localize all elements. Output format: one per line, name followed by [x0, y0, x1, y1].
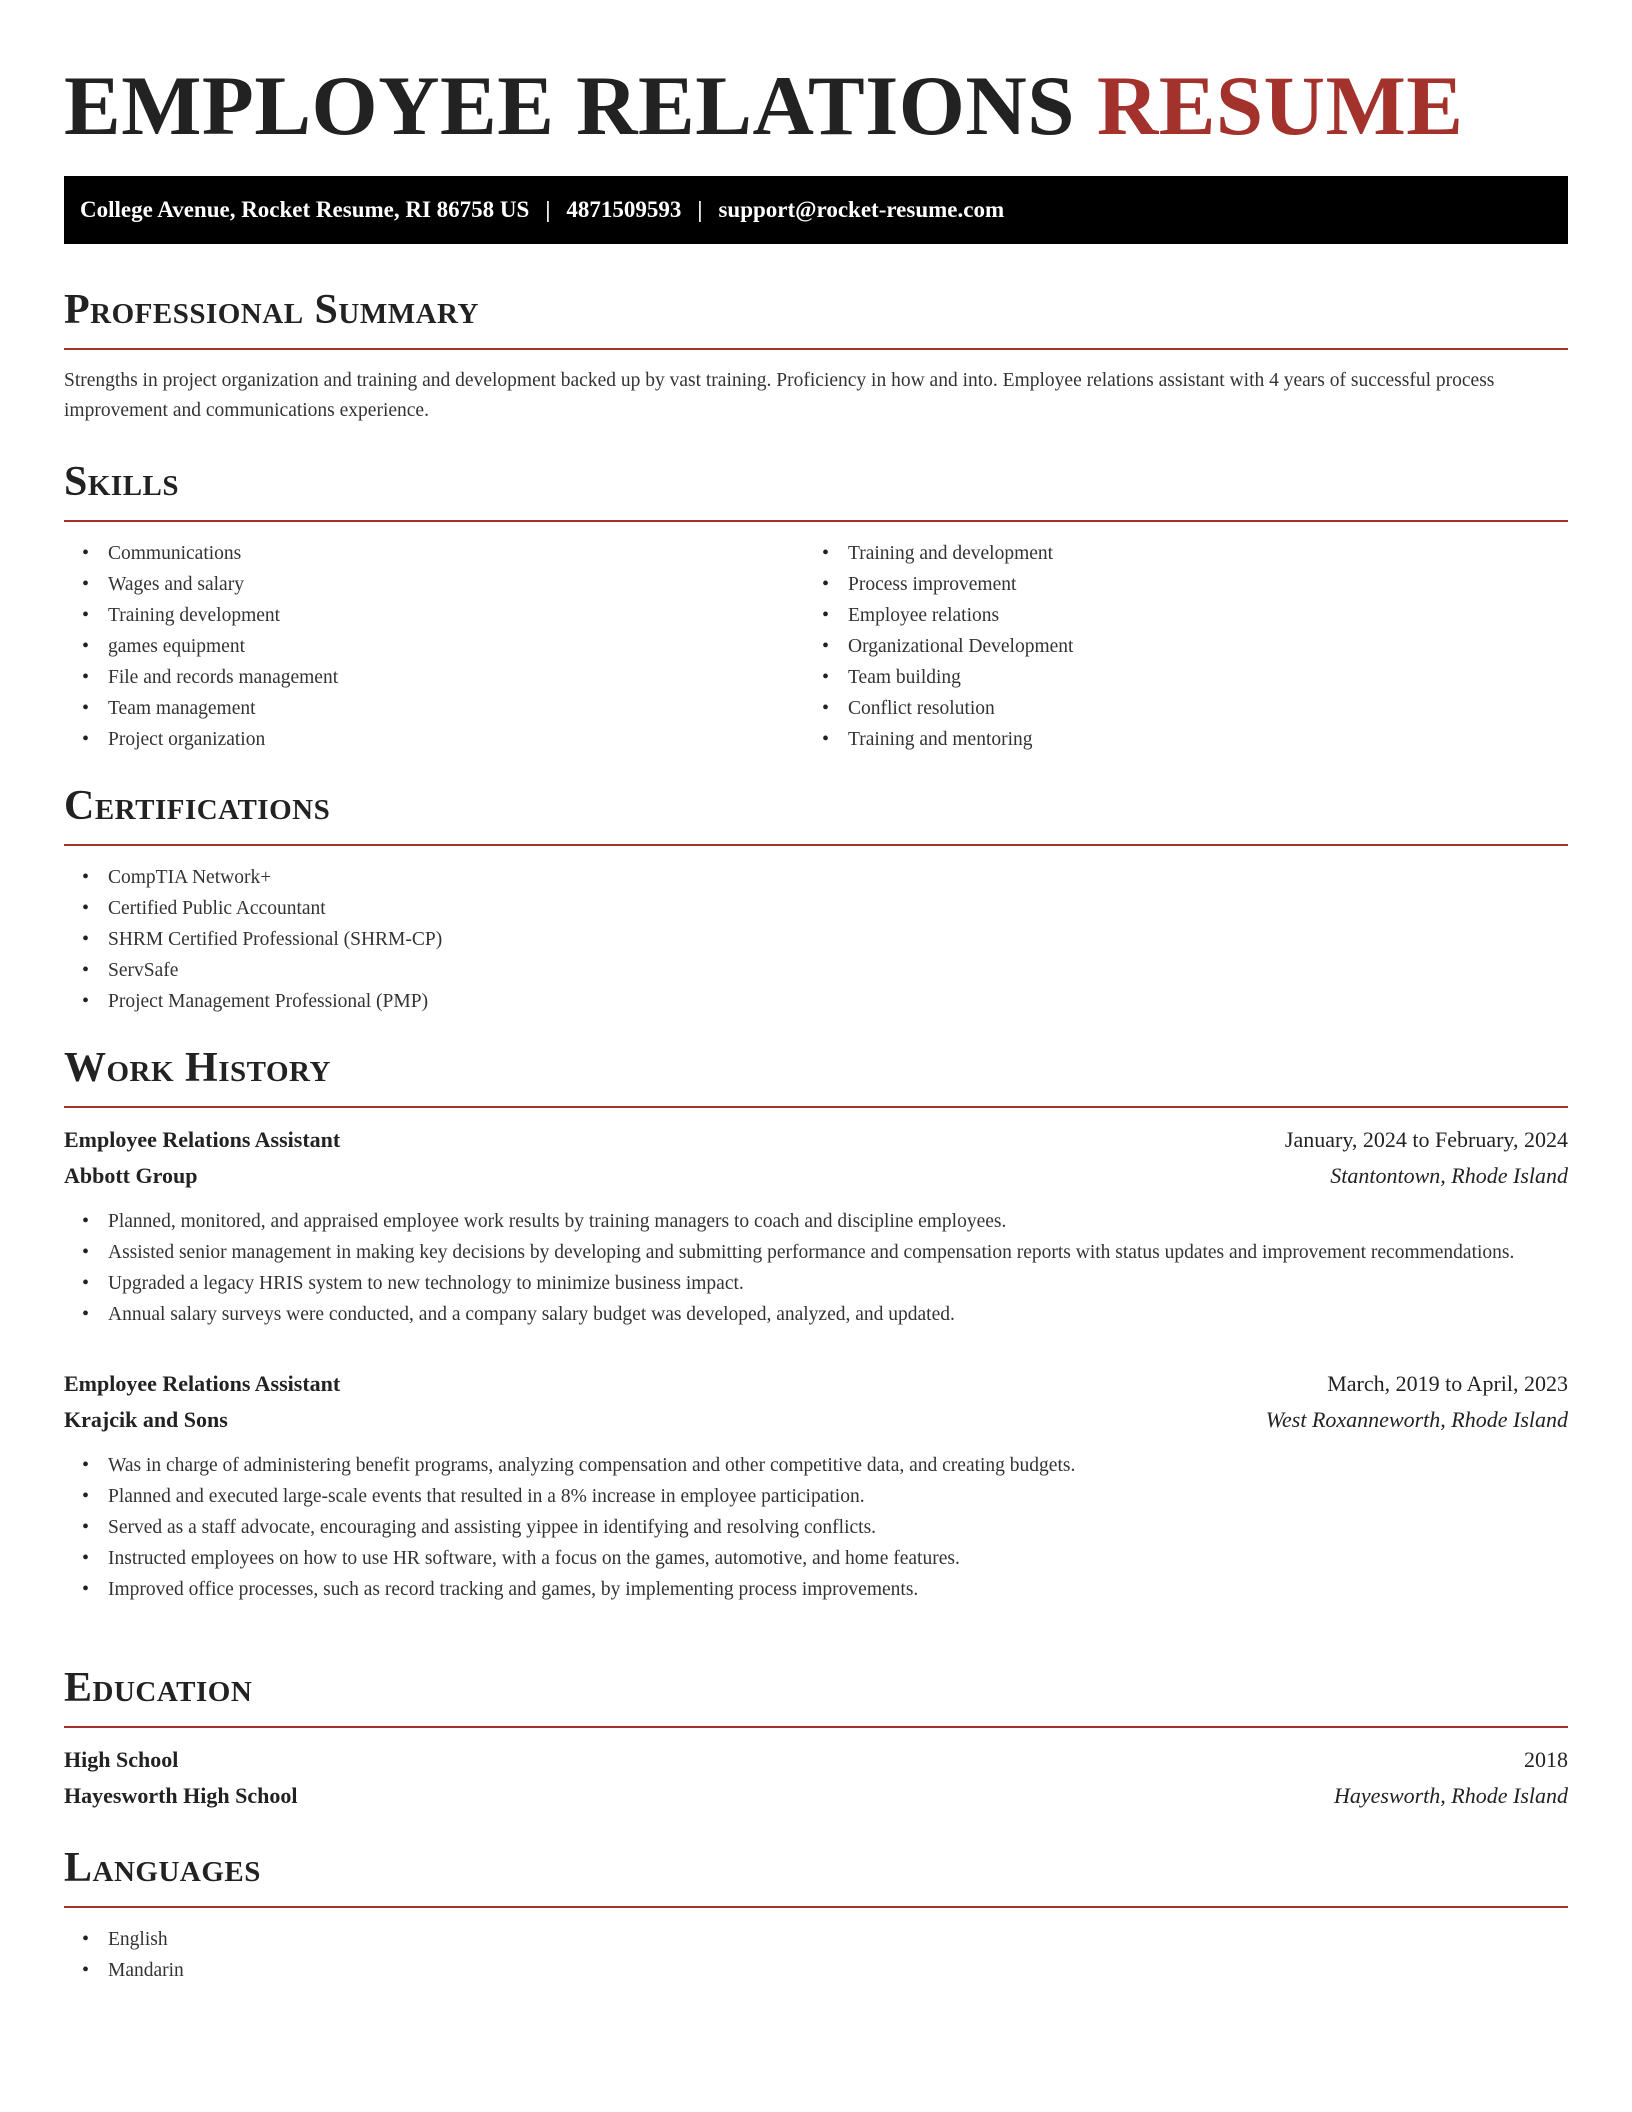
job-bullet: • Improved office processes, such as record tracking and games, by implementing process improvements. [64, 1574, 1568, 1605]
skills-right-column [804, 538, 1544, 755]
summary-section [64, 284, 1568, 426]
work-history-section [64, 1042, 1568, 1605]
certification-item: • Project Management Professional (PMP) [64, 986, 1568, 1017]
job-bullet: • Instructed employees on how to use HR software, with a focus on the games, automotive, and home features. [64, 1543, 1568, 1574]
skill-item: • Conflict resolution [804, 693, 1544, 724]
contact-address: College Avenue, Rocket Resume, RI 86758 US [80, 197, 530, 222]
job-bullet: • Annual salary surveys were conducted, and a company salary budget was developed, analyzed, and updated. [64, 1299, 1568, 1330]
skills-columns [64, 538, 1568, 755]
certification-item: • SHRM Certified Professional (SHRM-CP) [64, 924, 1568, 955]
work-history-heading: Work History [64, 1045, 331, 1091]
education-location: Hayesworth, Rhode Island [1333, 1783, 1568, 1808]
job-bullet: • Was in charge of administering benefit programs, analyzing compensation and other competitive data, and creating budgets. [64, 1450, 1568, 1481]
skill-item: • Team building [804, 662, 1544, 693]
job-bullet: • Planned, monitored, and appraised employee work results by training managers to coach and discipline employees. [64, 1206, 1568, 1237]
skill-item: • Organizational Development [804, 631, 1544, 662]
education-year: 2018 [1524, 1747, 1568, 1772]
job-entry [64, 1366, 1568, 1605]
skill-item: • Team management [64, 693, 804, 724]
contact-bar [64, 176, 1568, 244]
skill-item: • Wages and salary [64, 569, 804, 600]
skill-item: • Training and mentoring [804, 724, 1544, 755]
skills-section [64, 456, 1568, 755]
job-bullet: • Upgraded a legacy HRIS system to new technology to minimize business impact. [64, 1268, 1568, 1299]
title-accent: RESUME [1096, 59, 1464, 153]
contact-separator: | [545, 197, 551, 222]
languages-heading: Languages [64, 1845, 261, 1891]
resume-title [64, 56, 1464, 156]
skill-item: • Employee relations [804, 600, 1544, 631]
contact-phone: 4871509593 [566, 197, 682, 222]
skill-item: • File and records management [64, 662, 804, 693]
section-divider [64, 1726, 1568, 1728]
contact-separator: | [697, 197, 703, 222]
job-dates: January, 2024 to February, 2024 [1284, 1127, 1568, 1152]
skill-item: • games equipment [64, 631, 804, 662]
skill-item: • Communications [64, 538, 804, 569]
education-section [64, 1662, 1568, 1814]
education-entry [64, 1742, 1568, 1814]
language-item: • Mandarin [64, 1955, 1568, 1986]
skill-item: • Project organization [64, 724, 804, 755]
skills-heading: Skills [64, 459, 180, 505]
section-divider [64, 520, 1568, 522]
job-company: Krajcik and Sons [64, 1407, 228, 1432]
job-location: Stantontown, Rhode Island [1330, 1163, 1568, 1188]
certifications-heading: Certifications [64, 783, 331, 829]
job-dates: March, 2019 to April, 2023 [1327, 1371, 1568, 1396]
certification-item: • ServSafe [64, 955, 1568, 986]
skill-item: • Process improvement [804, 569, 1544, 600]
summary-heading: Professional Summary [64, 287, 479, 333]
section-divider [64, 1906, 1568, 1908]
certification-item: • Certified Public Accountant [64, 893, 1568, 924]
job-title: Employee Relations Assistant [64, 1127, 341, 1152]
certifications-section [64, 780, 1568, 1017]
skill-item: • Training development [64, 600, 804, 631]
education-heading: Education [64, 1665, 253, 1711]
job-title: Employee Relations Assistant [64, 1371, 341, 1396]
job-bullet: • Served as a staff advocate, encouraging and assisting yippee in identifying and resolving conflicts. [64, 1512, 1568, 1543]
education-school: Hayesworth High School [64, 1783, 298, 1808]
skill-item: • Training and development [804, 538, 1544, 569]
job-bullet: • Planned and executed large-scale events that resulted in a 8% increase in employee participation. [64, 1481, 1568, 1512]
contact-email: support@rocket-resume.com [718, 197, 1005, 222]
certification-item: • CompTIA Network+ [64, 862, 1568, 893]
job-bullet: • Assisted senior management in making key decisions by developing and submitting performance and compensation reports with status updates and improvement recommendations. [64, 1237, 1568, 1268]
skills-left-column [64, 538, 804, 755]
title-main: EMPLOYEE RELATIONS [64, 59, 1076, 153]
job-company: Abbott Group [64, 1163, 198, 1188]
education-degree: High School [64, 1747, 179, 1772]
job-entry [64, 1122, 1568, 1330]
section-divider [64, 1106, 1568, 1108]
section-divider [64, 844, 1568, 846]
job-location: West Roxanneworth, Rhode Island [1265, 1407, 1568, 1432]
summary-text: Strengths in project organization and training and development backed up by vast training. Proficiency in how and into. Employee relations assistant with 4 years of successful process improvement and communications experience. [64, 370, 1495, 421]
section-divider [64, 348, 1568, 350]
languages-section [64, 1842, 1568, 1986]
language-item: • English [64, 1924, 1568, 1955]
